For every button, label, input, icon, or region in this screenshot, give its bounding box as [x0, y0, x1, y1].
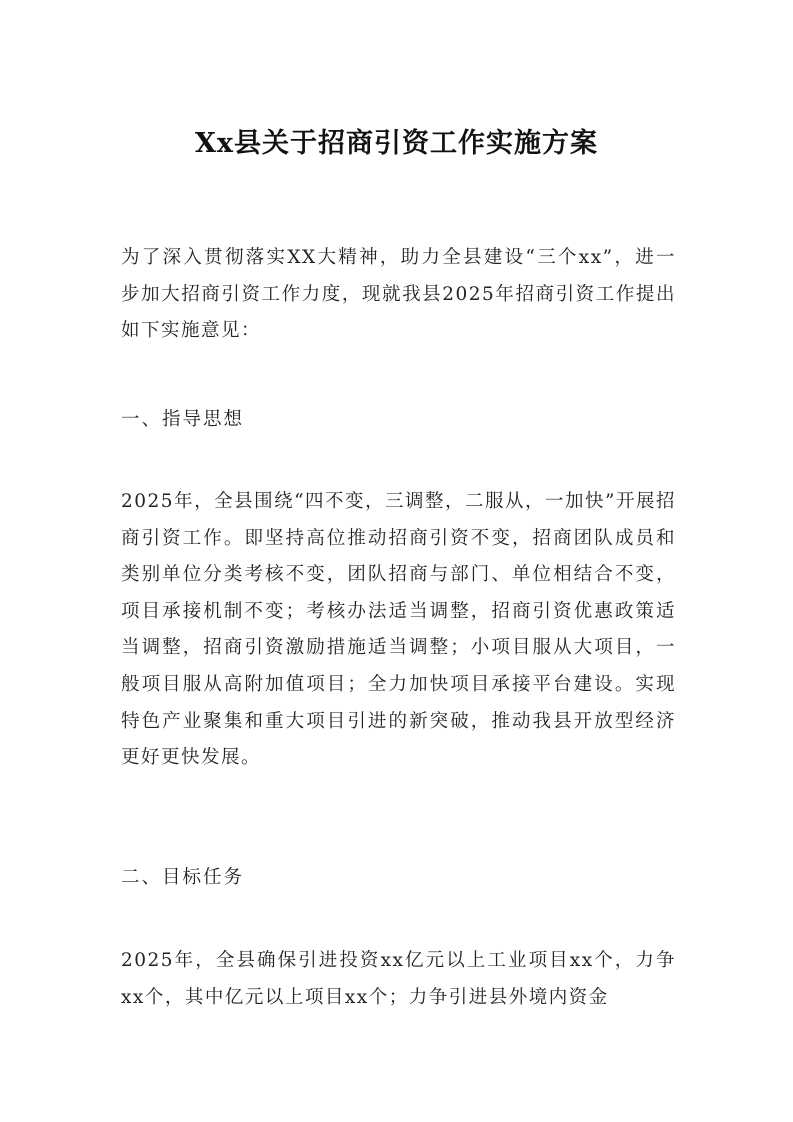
section-heading-target-tasks: 二、目标任务 [121, 867, 245, 888]
section-body-target-tasks: 2025年，全县确保引进投资xx亿元以上工业项目xx个，力争xx个，其中亿元以上项目xx个；力争引进县外境内资金 [121, 950, 676, 1008]
intro-paragraph: 为了深入贯彻落实XX大精神，助力全县建设“三个xx”，进一步加大招商引资工作力度，现就我县2025年招商引资工作提出如下实施意见： [121, 247, 676, 342]
document-title: Xx县关于招商引资工作实施方案 [194, 128, 599, 159]
section-body-guiding-thought: 2025年，全县围绕“四不变，三调整，二服从，一加快”开展招商引资工作。即坚持高位推动招商引资不变，招商团队成员和类别单位分类考核不变，团队招商与部门、单位相结合不变，项目承接机制不变；考核办法适当调整，招商引资优惠政策适当调整，招商引资激励措施适当调整；小项目服从大项目，一般项目服从高附加值项目；全力加快项目承接平台建设。实现特色产业聚集和重大项目引进的新突破，推动我县开放型经济更好更快发展。 [121, 491, 676, 769]
section-heading-guiding-thought: 一、指导思想 [121, 409, 245, 430]
